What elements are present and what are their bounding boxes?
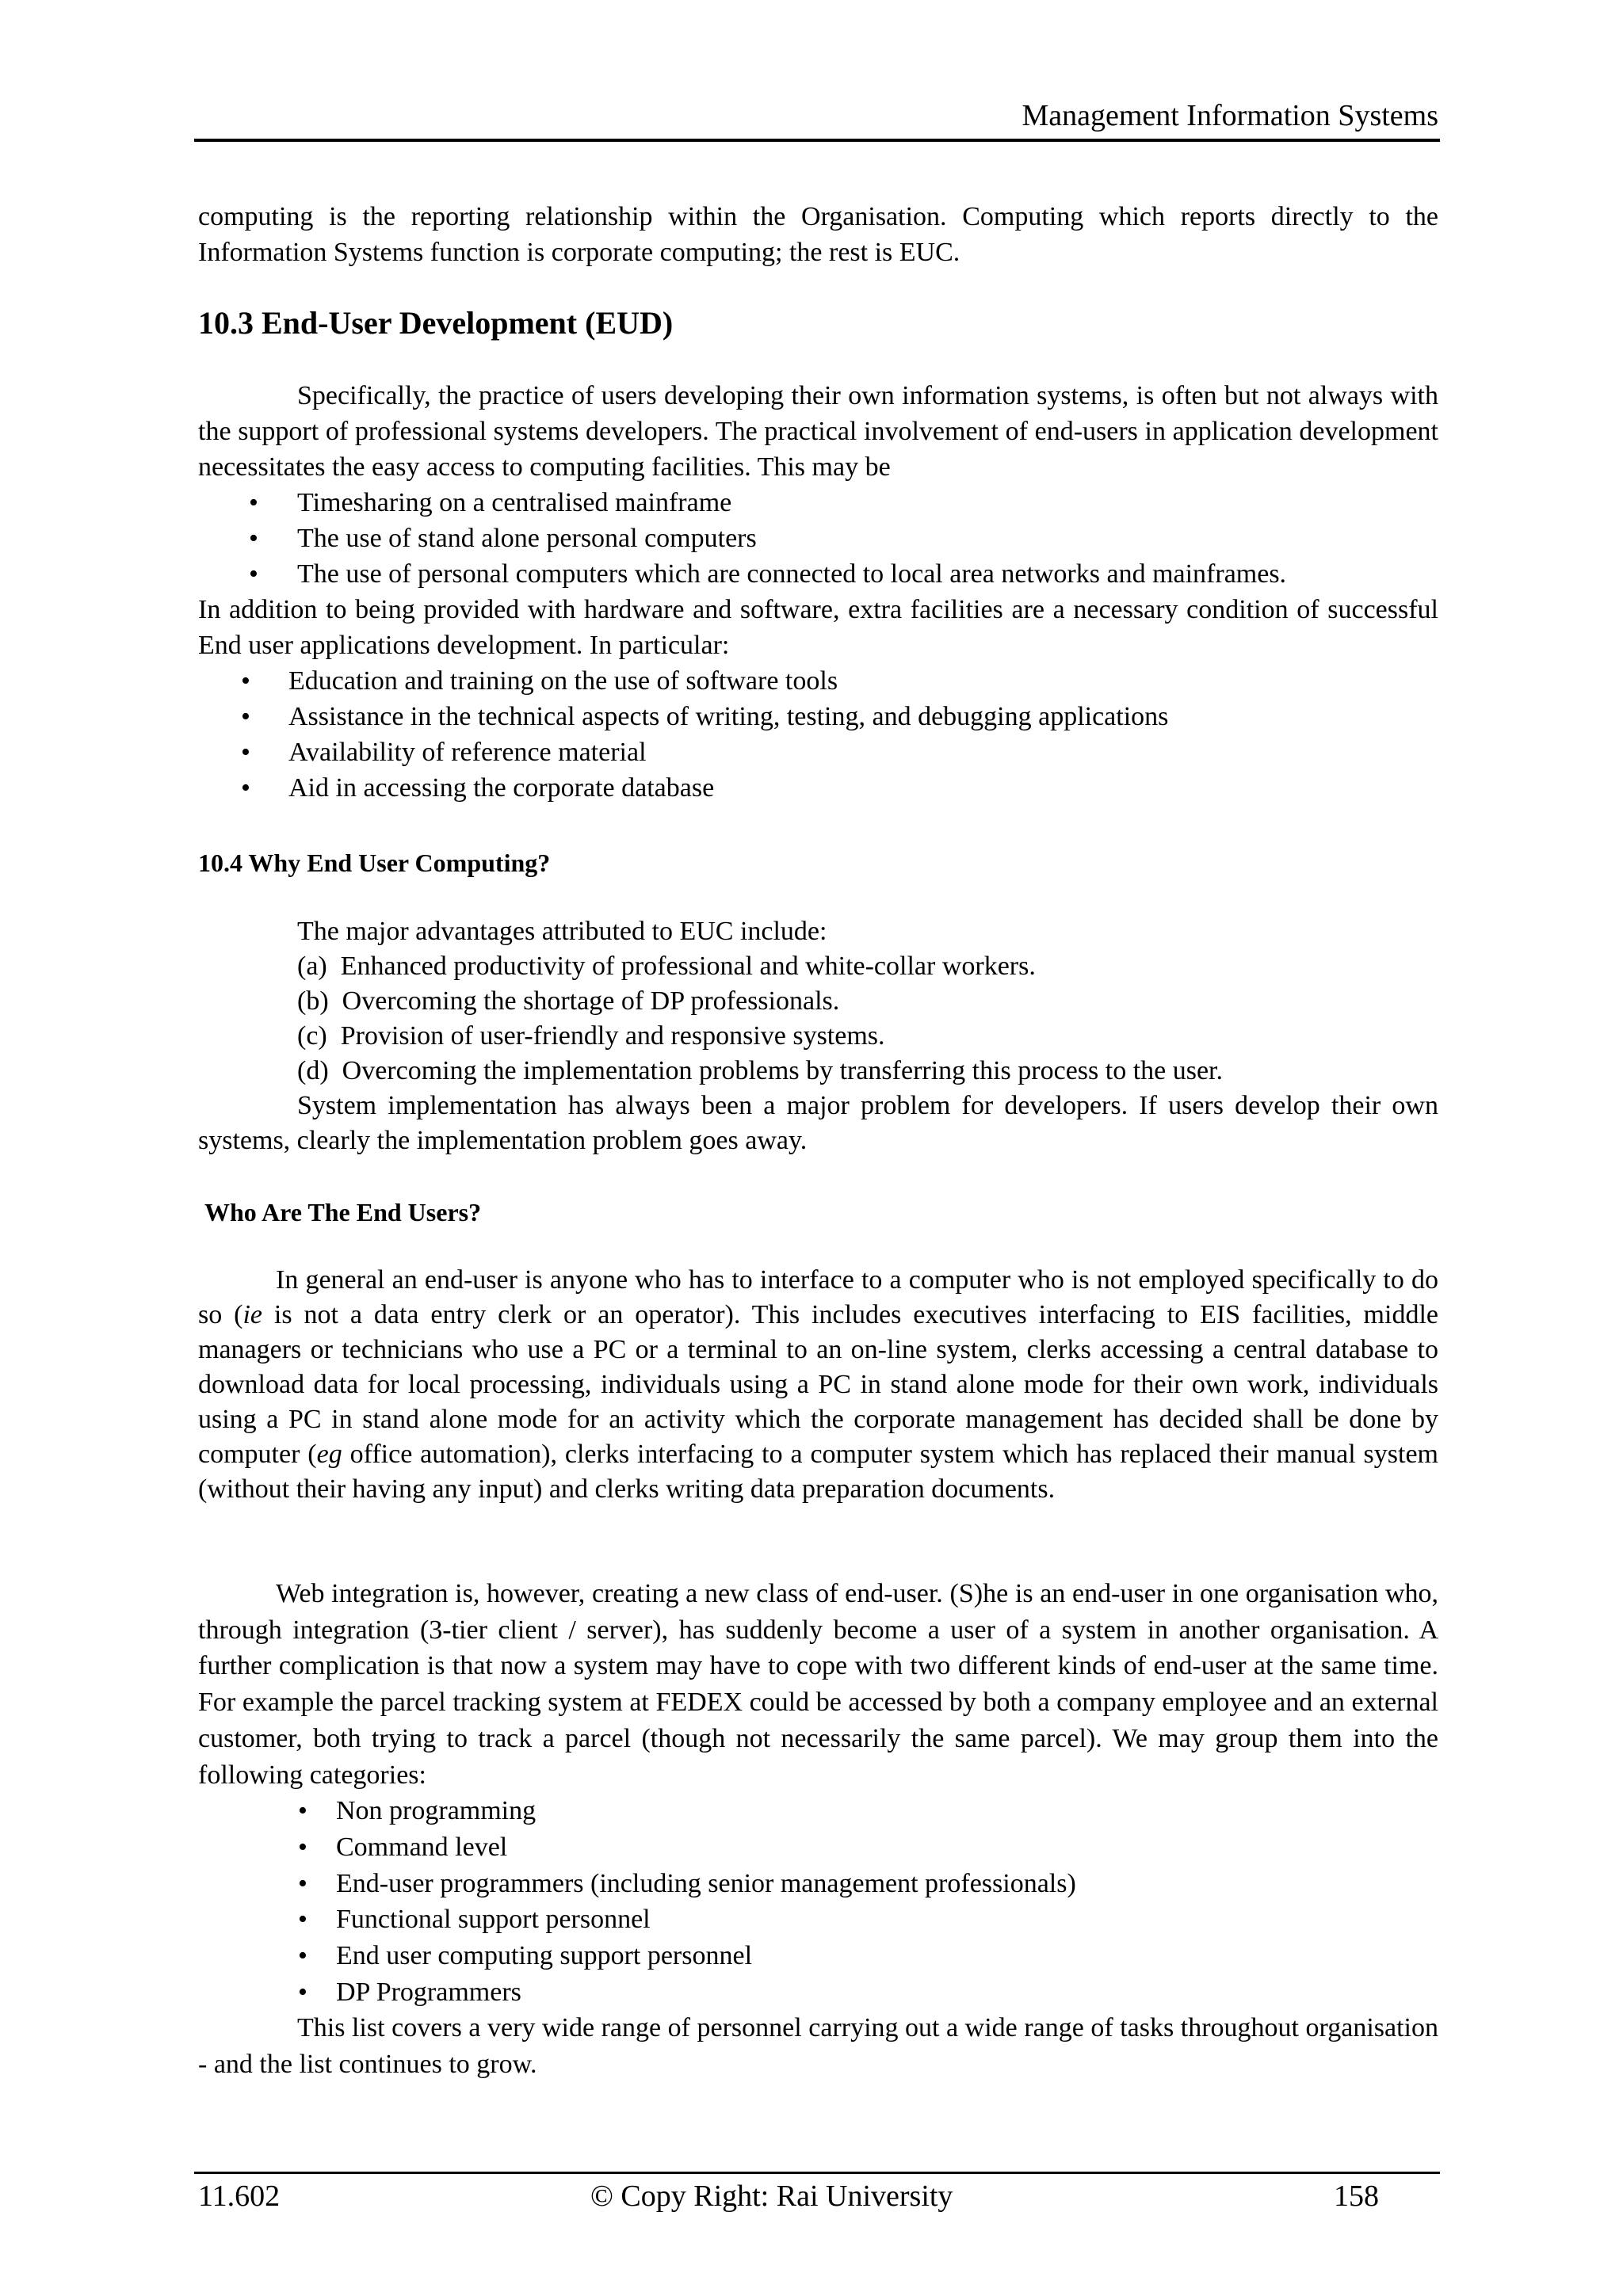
advantage-item: (c) Provision of user-friendly and responsive systems. <box>297 1021 885 1051</box>
course-code: 11.602 <box>198 2180 281 2213</box>
bullet-icon: • <box>241 666 250 696</box>
paragraph-text: Specifically, the practice of users developing their own information systems, is often but not always with the support of professional systems developers. The practical involvement of end-users in application development necessitates the easy access to computing facilities. This may be <box>198 381 1438 482</box>
bullet-icon: • <box>241 773 250 803</box>
copyright: © Copy Right: Rai University <box>590 2180 953 2213</box>
text: In general an end-user is anyone who has to interface to a computer who is not employed specifically to do so ( <box>198 1265 1438 1329</box>
list-item-text: Education and training on the use of software tools <box>288 666 838 696</box>
section-heading-10-3: 10.3 End-User Development (EUD) <box>198 305 674 341</box>
advantage-item: (d) Overcoming the implementation problems by transferring this process to the user. <box>297 1056 1224 1085</box>
list-item-text: The use of personal computers which are connected to local area networks and mainframes. <box>297 559 1287 589</box>
list-item-text: Functional support personnel <box>336 1905 651 1935</box>
paragraph: In addition to being provided with hardware and software, extra facilities are a necessary condition of successful End user applications development. In particular: <box>198 595 1438 660</box>
header-rule <box>194 139 1440 142</box>
facilities-list <box>198 485 1438 592</box>
categories-list <box>198 1793 1438 2010</box>
who-section-2 <box>198 1576 1438 2083</box>
running-header: Management Information Systems <box>1022 99 1438 132</box>
lead-text: The major advantages attributed to EUC include: <box>297 917 827 946</box>
paragraph-text: Web integration is, however, creating a new class of end-user. (S)he is an end-user in one organisation who, through integration (3-tier client / server), has suddenly become a user of a system in another organisation. A further complication is that now a system may have to cope with two different kinds of end-user at the same time. For example the parcel tracking system at FEDEX could be accessed by both a company employee and an external customer, both trying to track a parcel (though not necessarily the same parcel). We may group them into the following categories: <box>198 1579 1438 1790</box>
list-item <box>198 1829 1438 1866</box>
text: office automation), clerks interfacing to a computer system which has replaced their manual system (without their having any input) and clerks writing data preparation documents. <box>198 1440 1438 1504</box>
list-item-text: The use of stand alone personal computers <box>297 524 757 553</box>
list-item <box>198 1866 1438 1902</box>
list-item-text: End-user programmers (including senior management professionals) <box>336 1868 1076 1898</box>
list-item-text: Aid in accessing the corporate database <box>288 773 715 803</box>
page-number: 158 <box>1334 2180 1379 2213</box>
list-item <box>198 556 1438 592</box>
bullet-icon: • <box>298 1868 307 1898</box>
list-item <box>198 734 1438 770</box>
text-italic: ie <box>242 1300 263 1329</box>
advantages-list <box>198 949 1438 1089</box>
bullet-icon: • <box>298 1905 307 1935</box>
bullet-icon: • <box>298 1832 307 1862</box>
list-item-text: Command level <box>336 1832 508 1862</box>
list-item <box>198 485 1438 521</box>
bullet-icon: • <box>241 702 250 731</box>
paragraph <box>198 2010 1438 2082</box>
list-item-text: End user computing support personnel <box>336 1941 753 1971</box>
list-item-text: Timesharing on a centralised mainframe <box>297 488 732 517</box>
bullet-icon: • <box>241 738 250 767</box>
list-item <box>198 1938 1438 1974</box>
who-heading: Who Are The End Users? <box>204 1198 482 1226</box>
paragraph <box>198 1576 1438 1793</box>
bullet-icon: • <box>298 1796 307 1826</box>
list-item <box>198 1901 1438 1938</box>
paragraph-text: This list covers a very wide range of personnel carrying out a wide range of tasks throughout organisation - and the list continues to grow. <box>198 2013 1438 2080</box>
list-item <box>198 663 1438 699</box>
paragraph <box>198 1089 1438 1158</box>
list-item-text: DP Programmers <box>336 1977 521 2007</box>
text-italic: eg <box>316 1440 342 1469</box>
list-item <box>198 1793 1438 1829</box>
who-paragraph-1 <box>198 1263 1438 1507</box>
bullet-icon: • <box>249 559 258 589</box>
section-heading-10-4: 10.4 Why End User Computing? <box>198 849 551 877</box>
section-10-3-body <box>198 378 1438 806</box>
bullet-icon: • <box>298 1941 307 1971</box>
list-item <box>198 699 1438 734</box>
footer-rule <box>194 2172 1440 2174</box>
list-item-text: Assistance in the technical aspects of writing, testing, and debugging applications <box>288 702 1169 731</box>
support-list <box>198 663 1438 806</box>
intro-paragraph: computing is the reporting relationship within the Organisation. Computing which reports directly to the Information Systems function is corporate computing; the rest is EUC. <box>198 202 1438 267</box>
paragraph-text: System implementation has always been a major problem for developers. If users develop their own systems, clearly the implementation problem goes away. <box>198 1091 1438 1155</box>
bullet-icon: • <box>249 524 258 553</box>
section-10-4-body <box>198 914 1438 1158</box>
bullet-icon: • <box>249 488 258 517</box>
advantage-item: (a) Enhanced productivity of professional and white-collar workers. <box>297 952 1036 981</box>
bullet-icon: • <box>298 1977 307 2007</box>
advantage-item: (b) Overcoming the shortage of DP professionals. <box>297 986 840 1016</box>
list-item-text: Availability of reference material <box>288 738 647 767</box>
list-item <box>198 521 1438 556</box>
text: is not a data entry clerk or an operator). This includes executives interfacing to EIS facilities, middle managers or technicians who use a PC or a terminal to an on-line system, clerks accessing a central database to download data for local processing, individuals using a PC in stand alone mode for their own work, individuals using a PC in stand alone mode for an activity which the corporate management has decided shall be done by computer ( <box>198 1300 1438 1469</box>
list-item <box>198 1974 1438 2011</box>
list-item-text: Non programming <box>336 1796 537 1826</box>
paragraph <box>198 378 1438 485</box>
list-item <box>198 770 1438 806</box>
